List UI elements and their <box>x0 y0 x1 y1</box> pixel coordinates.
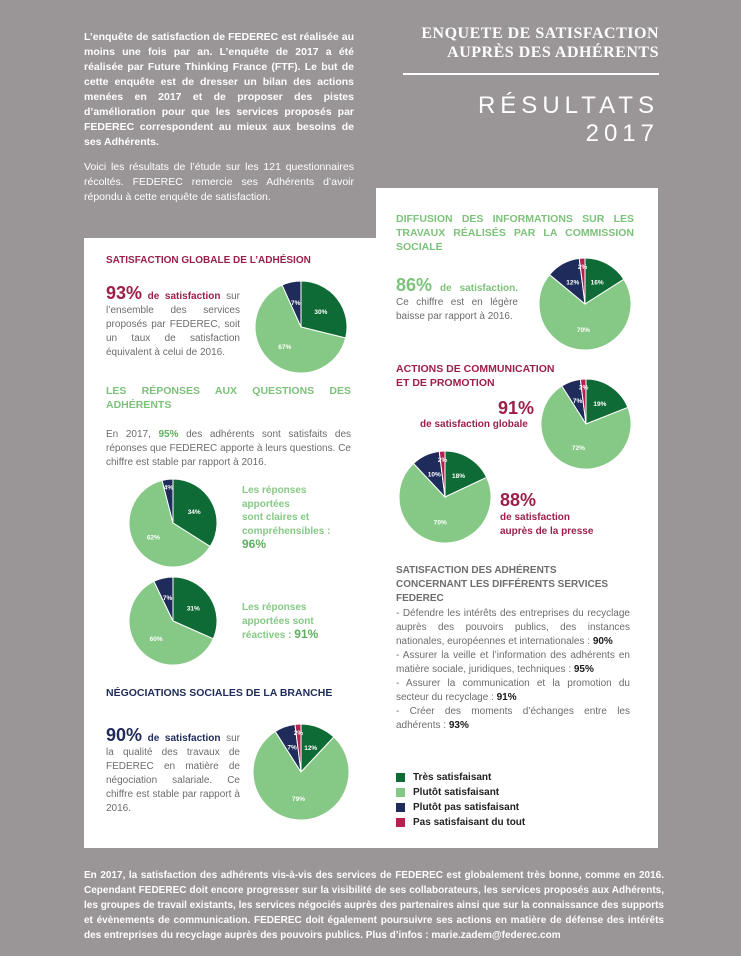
comm-global-label: de satisfaction globale <box>420 419 528 430</box>
nego-label-3: 7% <box>287 744 297 752</box>
reactive-pct: 91% <box>294 627 319 641</box>
comm_press-label-1: 18% <box>452 473 466 481</box>
nego-label-2: 79% <box>292 795 306 803</box>
intro-paragraph-2: Voici les résultats de l’étude sur les 121 questionnaires récoltés. FEDEREC remercie ses Adhérents d’avoir répondu à cette enquête de satisfaction. <box>84 161 354 203</box>
nego-pie <box>252 723 350 821</box>
nego-pct: 90% <box>106 725 143 745</box>
legend-very <box>396 772 491 783</box>
title-line-2: AUPRÈS DES ADHÉRENTS <box>447 44 659 61</box>
diffusion-text-block <box>396 275 518 324</box>
clear-label-2: 62% <box>146 534 160 542</box>
nego-text-block <box>106 725 240 816</box>
comm_press-label-4: 2% <box>437 456 448 464</box>
diffusion-label-3: 12% <box>566 279 580 287</box>
answers-text-pct: 95% <box>158 429 179 440</box>
footer-summary: En 2017, la satisfaction des adhérents vis-à-vis des services de FEDEREC est globalement très bonne, comme en 2016. Cependant FEDEREC doit encore progresser sur la visibilité de ses collaborateurs, les services proposés aux Adhérents, les groupes de travail existants, les services négociés auprès des partenaires ainsi que sur la connaissance des supports et évènements de communication. FEDEREC doit également poursuivre ses actions en matière de défense des intérêts des entreprises du recyclage auprès des pouvoirs publics. Plus d’infos : marie.zadem@federec.com <box>84 870 664 941</box>
reactive-pie <box>128 576 218 666</box>
legend-rather-label: Plutôt satisfaisant <box>413 787 500 798</box>
answers-text-post: des adhérents sont satisfaits des réponses que FEDEREC apporte à leurs questions. Ce chiffre est stable par rapport à 2016. <box>106 429 352 468</box>
service-item-4 <box>396 705 630 733</box>
comm-press-pie <box>398 450 492 544</box>
intro <box>84 30 354 215</box>
services-title <box>396 564 634 606</box>
clear-caption-line-4: compréhensibles : <box>242 525 331 537</box>
answers-title-line-1: LES RÉPONSES AUX QUESTIONS DES <box>106 385 351 397</box>
legend-very-label: Très satisfaisant <box>413 772 492 783</box>
comm-title-line-2: ET DE PROMOTION <box>396 377 495 389</box>
global-text-block <box>106 283 240 360</box>
diffusion-pct-label: de satisfaction. <box>440 283 518 294</box>
diffusion-pie <box>538 257 632 351</box>
diffusion-label-4: 2% <box>577 263 588 271</box>
services-title-line-2: CONCERNANT LES DIFFÉRENTS SERVICES <box>396 579 609 590</box>
global-pct-label: de satisfaction <box>147 291 221 302</box>
global-pie <box>254 280 348 374</box>
nego-label-1: 12% <box>304 744 318 752</box>
intro-paragraph-1: L’enquête de satisfaction de FEDEREC est réalisée au moins une fois par an. L’enquête de 2017 a été réalisée par Future Thinking France (FTF). Le but de cette enquête est de dresser un bilan des actions menées en 2017 et de proposer des pistes d’amélioration pour que les services proposés par FEDEREC correspondent au mieux aux besoins de ses Adhérents. <box>84 31 354 148</box>
reactive-caption-line-1: Les réponses <box>242 602 307 613</box>
legend-rather-not-swatch <box>396 803 405 812</box>
clear-caption-line-2: apportées <box>242 498 290 510</box>
comm_global-label-3: 7% <box>572 398 583 406</box>
comm-title-line-1: ACTIONS DE COMMUNICATION <box>396 363 555 375</box>
answers-text-pre: En 2017, <box>106 429 151 440</box>
answers-title <box>106 384 351 412</box>
service-item-3-text: - Assurer la communication et la promotion du secteur du recyclage : <box>396 678 630 703</box>
comm_press-label-2: 70% <box>433 519 447 527</box>
title-line-1: ENQUETE DE SATISFACTION <box>421 25 659 42</box>
diffusion-label-1: 16% <box>590 279 604 287</box>
reactive-label-1: 31% <box>186 605 200 613</box>
services-title-line-1: SATISFACTION DES ADHÉRENTS <box>396 565 557 576</box>
legend-not-at-all-label: Pas satisfaisant du tout <box>413 817 526 828</box>
diffusion-text: Ce chiffre est en légère baisse par rapport à 2016. <box>396 297 518 322</box>
legend-rather-swatch <box>396 788 405 797</box>
global-label-3: 7% <box>290 299 301 307</box>
comm_global-label-1: 19% <box>593 401 607 409</box>
services-list <box>396 607 630 733</box>
clear-caption-line-3: sont claires et <box>242 512 310 523</box>
comm-global-pct: 91% <box>498 398 535 418</box>
results-year: 2017 <box>585 120 659 147</box>
clear-pie <box>128 478 218 568</box>
comm_press-label-3: 10% <box>427 471 441 479</box>
comm-press-label-line-2: auprès de la presse <box>500 526 594 537</box>
service-item-1-pct: 90% <box>592 636 613 647</box>
reactive-label-3: 7% <box>162 594 173 602</box>
comm-title <box>396 362 554 390</box>
clear-pct: 96% <box>242 537 267 551</box>
page-title <box>359 24 659 62</box>
service-item-2-pct: 95% <box>573 664 594 675</box>
legend-not-at-all <box>396 817 525 828</box>
clear-caption-line-1: Les réponses <box>242 485 307 496</box>
results-heading <box>478 92 659 148</box>
diffusion-pct: 86% <box>396 275 433 295</box>
reactive-caption-line-3: réactives : <box>242 630 292 641</box>
legend-rather <box>396 787 499 798</box>
service-item-2 <box>396 649 630 677</box>
reactive-caption <box>242 601 318 643</box>
title-divider <box>403 73 659 75</box>
services-title-line-3: FEDEREC <box>396 593 444 604</box>
comm_global-label-4: 2% <box>578 384 589 392</box>
nego-label-4: 2% <box>293 730 304 738</box>
reactive-caption-line-2: apportées sont <box>242 615 314 627</box>
nego-text: sur la qualité des travaux de FEDEREC en matière de négociation salariale. Ce chiffre est stable par rapport à 2016. <box>106 733 240 814</box>
comm-press-label-line-1: de satisfaction <box>500 512 571 523</box>
comm-press-label <box>500 511 593 539</box>
comm-press-pct: 88% <box>500 490 537 510</box>
diffusion-title: DIFFUSION DES INFORMATIONS SUR LES TRAVAUX RÉALISÉS PAR LA COMMISSION SOCIALE <box>396 213 634 253</box>
comm_global-label-2: 72% <box>571 445 585 453</box>
clear-label-1: 34% <box>187 508 201 516</box>
comm-global-pie <box>540 378 632 470</box>
answers-title-line-2: ADHÉRENTS <box>106 399 172 411</box>
service-item-2-text: - Assurer la veille et l’information des adhérents en matière sociale, juridiques, techniques : <box>396 650 630 675</box>
results-label: RÉSULTATS <box>477 92 659 119</box>
global-text: sur l’ensemble des services proposés par FEDEREC, soit un taux de satisfaction équivalent à celui de 2016. <box>106 291 240 358</box>
legend-not-at-all-swatch <box>396 818 405 827</box>
global-pct: 93% <box>106 283 143 303</box>
clear-caption <box>242 484 330 552</box>
service-item-1 <box>396 607 630 649</box>
service-item-3-pct: 91% <box>496 692 517 703</box>
legend-very-swatch <box>396 773 405 782</box>
clear-label-3: 4% <box>163 484 174 492</box>
service-item-4-pct: 93% <box>448 720 469 731</box>
global-label-2: 67% <box>278 343 292 351</box>
legend-rather-not <box>396 802 519 813</box>
answers-text <box>106 428 351 470</box>
nego-pct-label: de satisfaction <box>147 733 221 744</box>
diffusion-label-2: 70% <box>576 326 590 334</box>
global-title: SATISFACTION GLOBALE DE L’ADHÉSION <box>106 255 311 266</box>
reactive-label-2: 60% <box>149 635 163 643</box>
legend-rather-not-label: Plutôt pas satisfaisant <box>413 802 520 813</box>
nego-title: NÉGOCIATIONS SOCIALES DE LA BRANCHE <box>106 687 333 699</box>
service-item-4-text: - Créer des moments d’échanges entre les adhérents : <box>396 706 630 731</box>
service-item-3 <box>396 677 630 705</box>
service-item-1-text: - Défendre les intérêts des entreprises du recyclage auprès des pouvoirs publics, des instances nationales, européennes et internationales : <box>396 608 630 647</box>
global-label-1: 30% <box>314 308 328 316</box>
